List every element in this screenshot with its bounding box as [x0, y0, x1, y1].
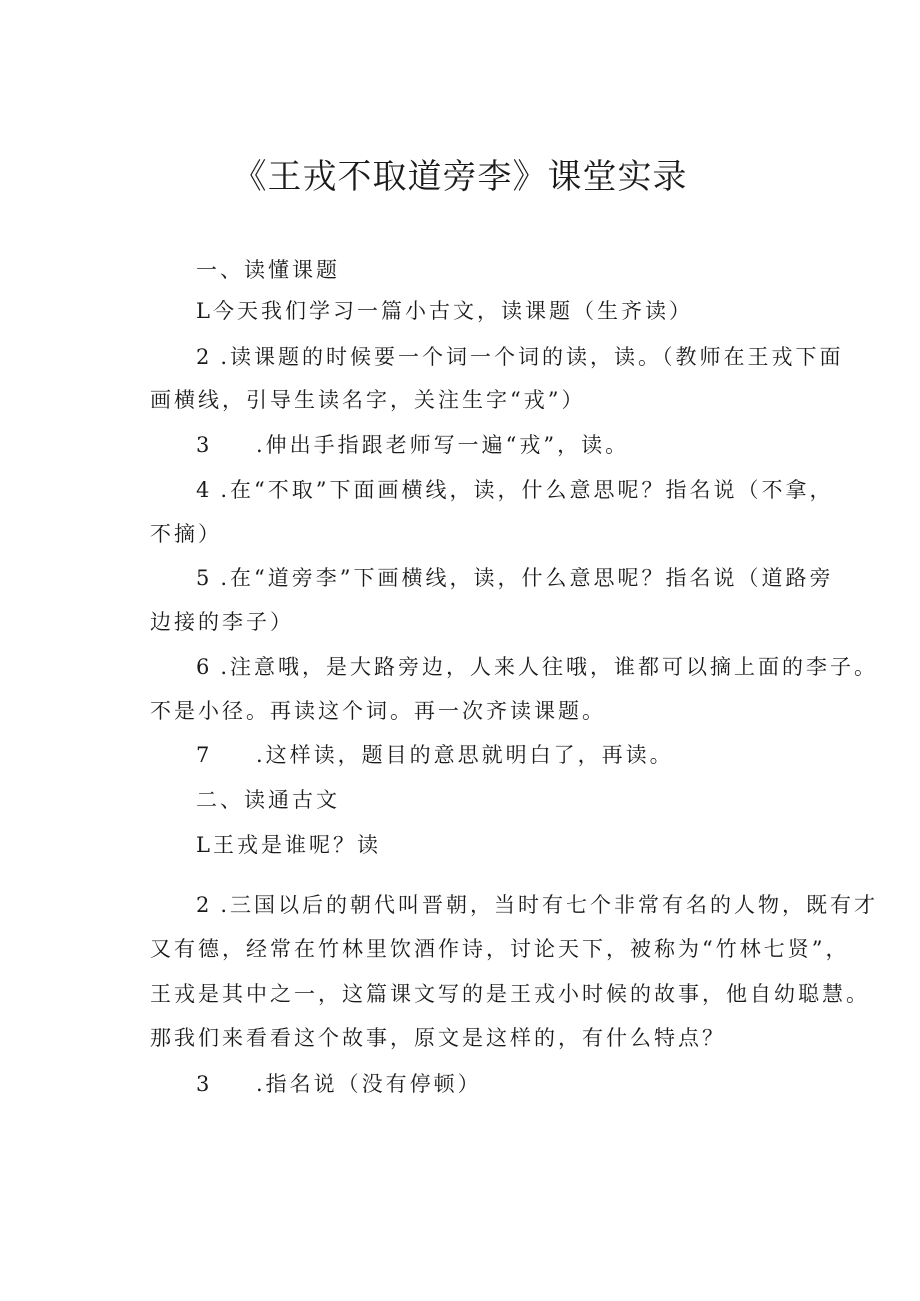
item-text: .伸出手指跟老师写一遍“戎”，读。 [256, 433, 630, 457]
list-item [196, 564, 834, 592]
item-text: 王戎是谁呢？读 [212, 833, 381, 857]
item-text: .指名说（没有停顿） [256, 1072, 482, 1096]
item-continuation: 画横线，引导生读名字，关注生字“戎”） [150, 388, 586, 412]
list-item [196, 653, 878, 681]
item-text: .这样读，题目的意思就明白了，再读。 [256, 743, 674, 767]
list-item [196, 891, 878, 919]
item-number: 5 [196, 566, 213, 590]
item-number: 7 [196, 743, 213, 767]
item-text: 今天我们学习一篇小古文，读课题（生齐读） [212, 299, 693, 323]
item-text: .读课题的时候要一个词一个词的读，读。（教师在王戎下面 [220, 345, 844, 369]
item-continuation: 不摘） [150, 522, 222, 546]
item-number: L [196, 299, 213, 323]
item-number: 2 [196, 345, 213, 369]
item-continuation: 不是小径。再读这个词。再一次齐读课题。 [150, 699, 606, 723]
item-continuation: 王戎是其中之一，这篇课文写的是王戎小时候的故事，他自幼聪慧。 [150, 982, 870, 1006]
page-title: 《王戎不取道旁李》课堂实录 [232, 157, 688, 197]
item-text: .在“道旁李”下画横线，读，什么意思呢？指名说（道路旁 [220, 566, 834, 590]
item-text: .三国以后的朝代叫晋朝，当时有七个非常有名的人物，既有才 [220, 893, 879, 917]
item-number: 6 [196, 655, 213, 679]
list-item [196, 476, 834, 504]
list-item [196, 831, 381, 859]
list-item [196, 1070, 482, 1098]
section-heading-1: 一、读懂课题 [196, 258, 340, 282]
item-continuation: 那我们来看看这个故事，原文是这样的，有什么特点？ [150, 1026, 726, 1050]
section-heading-2: 二、读通古文 [196, 788, 340, 812]
list-item [196, 297, 693, 325]
list-item [196, 343, 844, 371]
item-number: 3 [196, 1072, 213, 1096]
item-number: 4 [196, 478, 213, 502]
item-continuation: 边接的李子） [150, 610, 294, 634]
item-text: .注意哦，是大路旁边，人来人往哦，谁都可以摘上面的李子。 [220, 655, 879, 679]
item-number: 3 [196, 433, 213, 457]
item-number: 2 [196, 893, 213, 917]
item-continuation: 又有德，经常在竹林里饮酒作诗，讨论天下，被称为“竹林七贤”， [150, 937, 850, 961]
list-item [196, 431, 629, 459]
item-number: L [196, 833, 213, 857]
list-item [196, 741, 674, 769]
item-text: .在“不取”下面画横线，读，什么意思呢？指名说（不拿， [220, 478, 834, 502]
